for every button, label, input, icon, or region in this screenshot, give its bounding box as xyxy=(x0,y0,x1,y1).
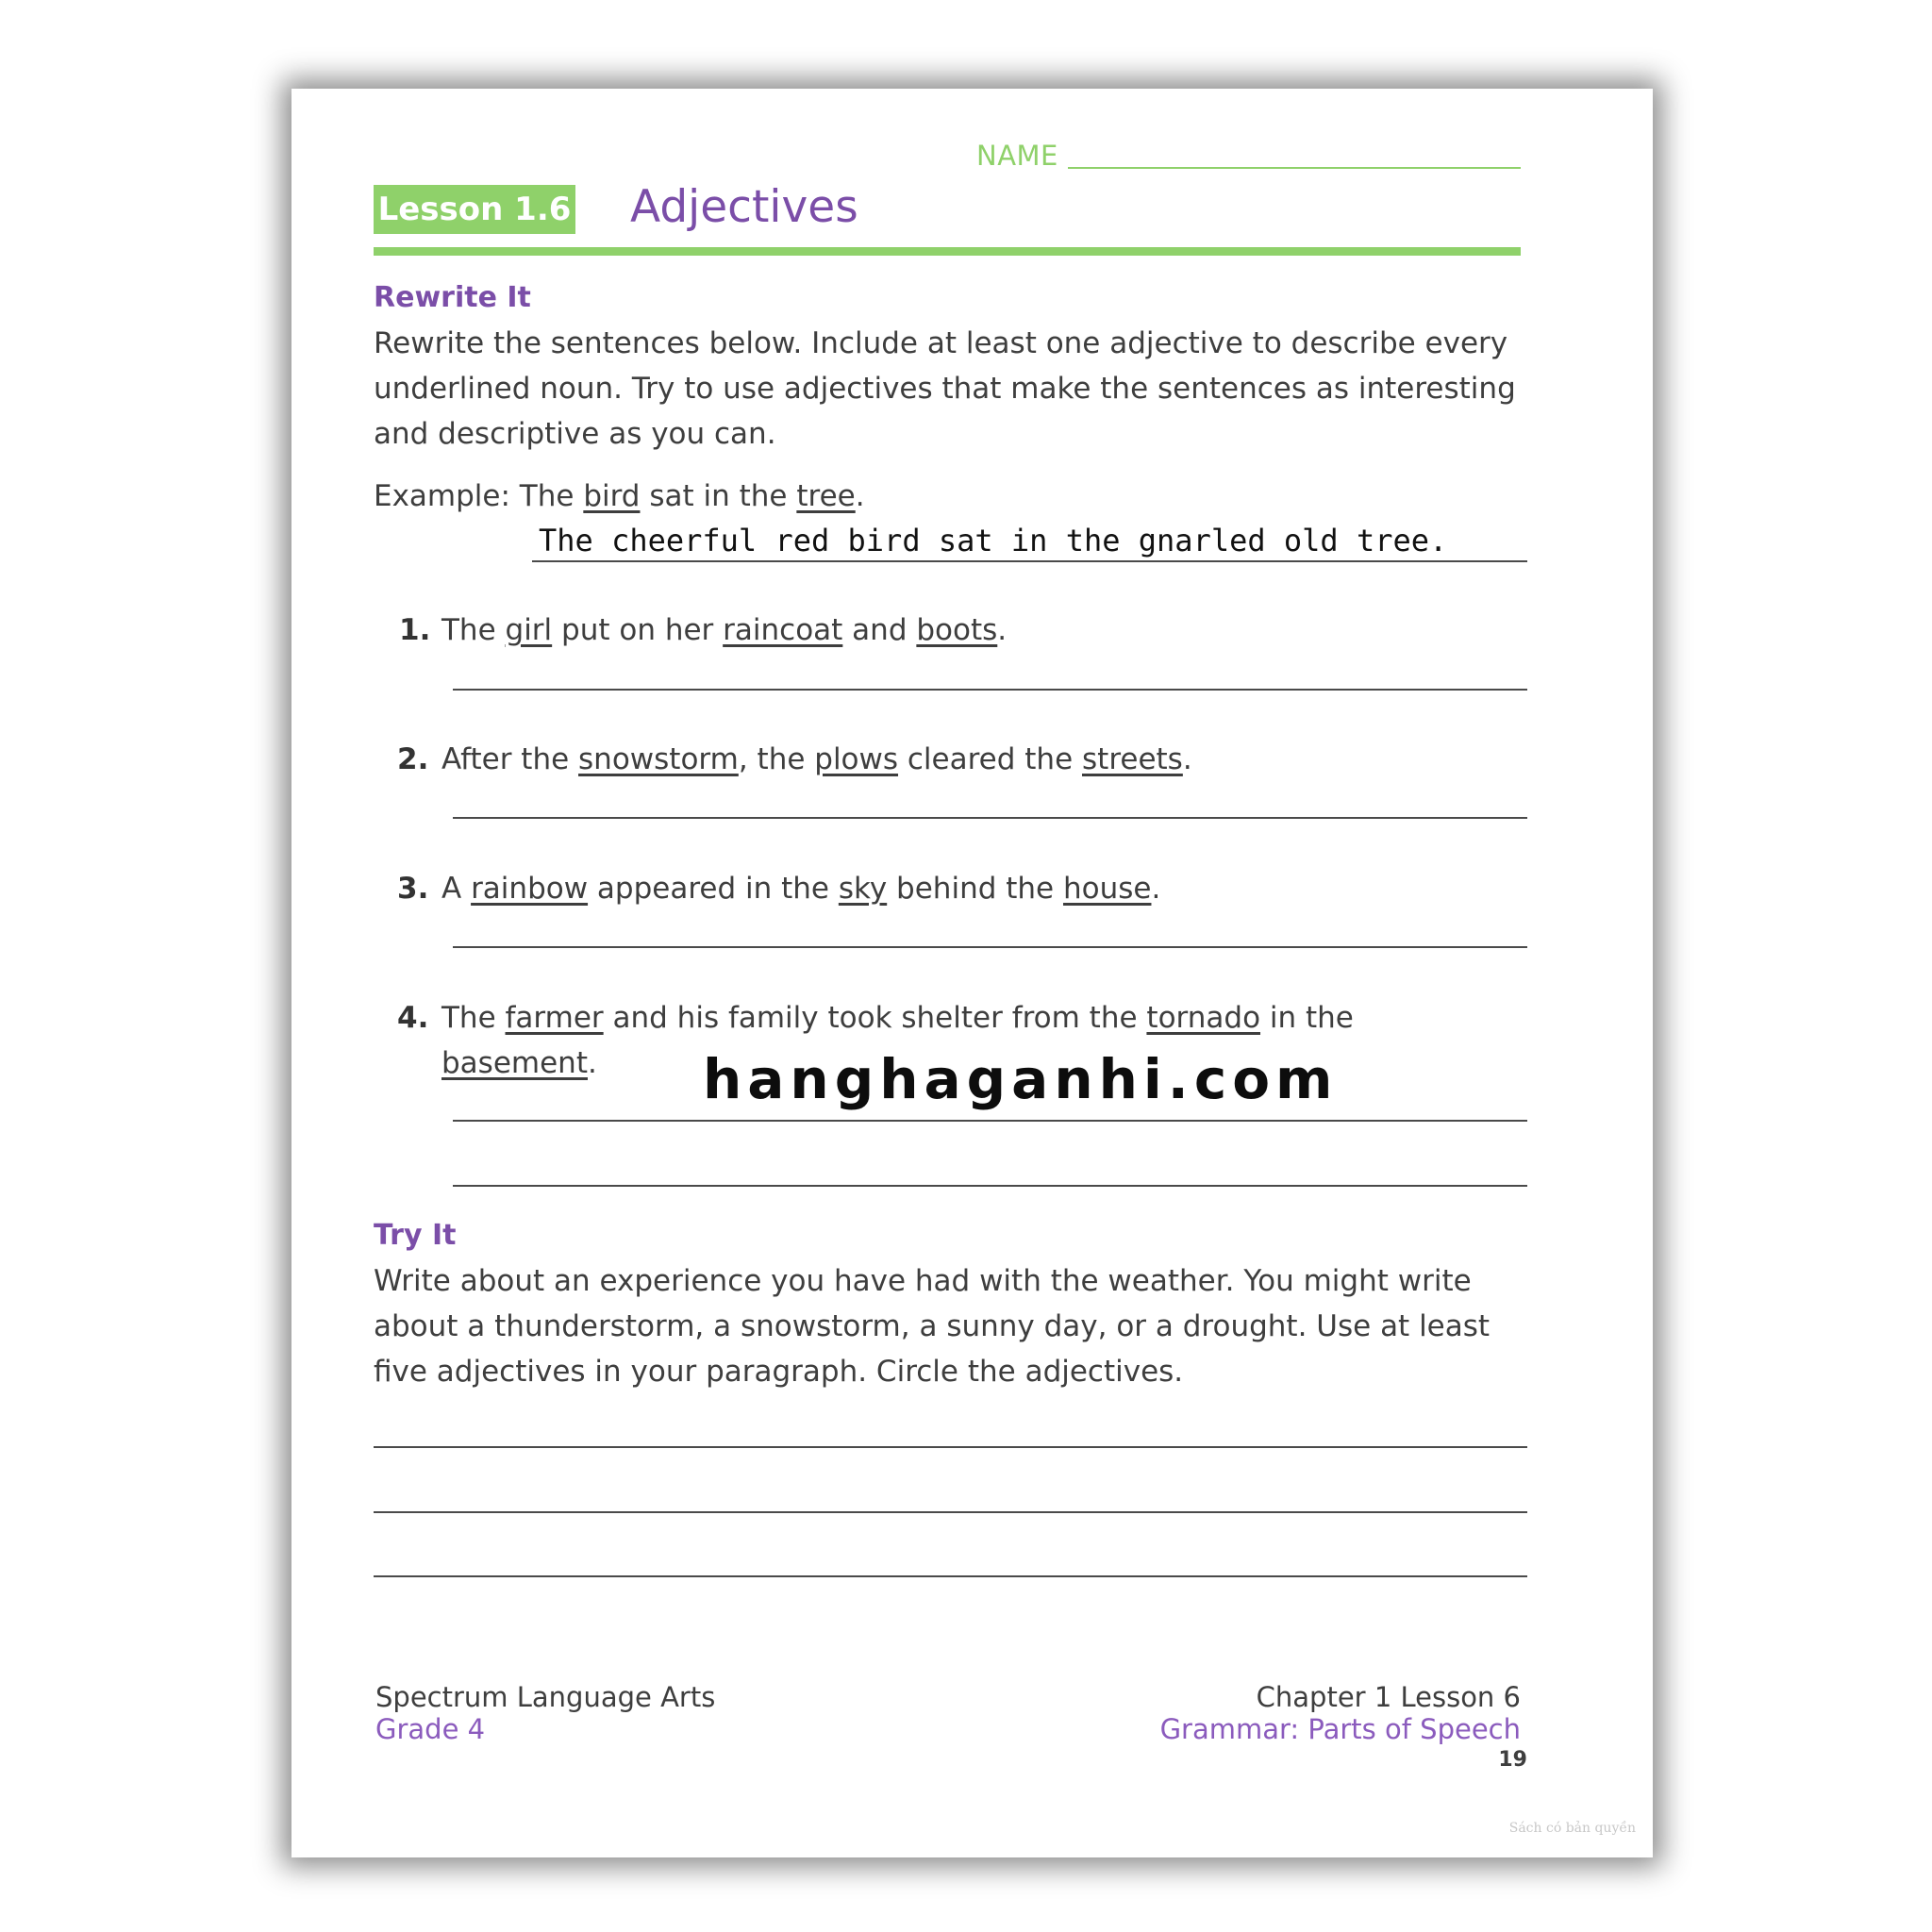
item-2-noun: plows xyxy=(814,742,899,776)
item-2-text: cleared the xyxy=(898,742,1083,776)
item-4-noun: farmer xyxy=(505,1001,604,1035)
item-3-text: A xyxy=(441,872,472,906)
watermark-text: hanghaganhi.com xyxy=(703,1047,1339,1111)
copyright-note: Sách có bản quyền xyxy=(1508,1821,1636,1836)
worksheet-page xyxy=(291,89,1653,1857)
example-sentence xyxy=(374,479,865,513)
item-1-text: and xyxy=(842,613,917,647)
footer-grade: Grade 4 xyxy=(375,1713,486,1745)
try-it-write-line-3[interactable] xyxy=(374,1575,1527,1577)
item-1-number: 1. xyxy=(399,613,431,647)
item-4-text: in the xyxy=(1260,1001,1354,1035)
item-4-number: 4. xyxy=(397,1001,429,1035)
item-3-sentence xyxy=(441,872,1160,906)
item-1-noun: raincoat xyxy=(723,613,843,647)
example-middle: sat in the xyxy=(640,479,797,513)
item-1-sentence xyxy=(441,613,1007,647)
item-3-noun: sky xyxy=(838,872,888,906)
item-4-answer-line-1[interactable] xyxy=(453,1120,1527,1122)
example-noun-bird: bird xyxy=(583,479,641,513)
item-4-text: The xyxy=(441,1001,506,1035)
item-1-text: put on her xyxy=(552,613,724,647)
page-title: Adjectives xyxy=(630,181,858,233)
footer-topic: Grammar: Parts of Speech xyxy=(1159,1713,1521,1745)
footer-chapter: Chapter 1 Lesson 6 xyxy=(1256,1681,1521,1713)
page-number: 19 xyxy=(1498,1748,1527,1772)
example-answer: The cheerful red bird sat in the gnarled old tree. xyxy=(539,523,1448,558)
item-2-number: 2. xyxy=(397,742,429,776)
item-4-noun: basement xyxy=(441,1046,588,1080)
item-3-text: . xyxy=(1151,872,1161,906)
item-2-text: After the xyxy=(441,742,579,776)
item-3-number: 3. xyxy=(397,872,429,906)
name-label: NAME xyxy=(976,140,1058,172)
lesson-badge: Lesson 1.6 xyxy=(374,185,575,234)
item-2-noun: snowstorm xyxy=(578,742,739,776)
item-4-sentence-cont xyxy=(441,1046,597,1080)
try-it-instructions: Write about an experience you have had with the weather. You might write about a thunderstorm, a snowstorm, a sunny day, or a drought. Use at least five adjectives in your paragraph. Circle the adjectives. xyxy=(374,1264,1491,1389)
example-end: . xyxy=(855,479,865,513)
rewrite-heading: Rewrite It xyxy=(374,281,531,314)
item-4-sentence xyxy=(441,1001,1354,1035)
item-3-text: behind the xyxy=(887,872,1063,906)
item-1-noun: girl xyxy=(505,613,553,647)
try-it-write-line-2[interactable] xyxy=(374,1511,1527,1513)
item-4-text: . xyxy=(587,1046,597,1080)
item-4-noun: tornado xyxy=(1146,1001,1261,1035)
item-2-answer-line[interactable] xyxy=(453,817,1527,819)
item-4-answer-line-2[interactable] xyxy=(453,1185,1527,1187)
example-prefix: Example: The xyxy=(374,479,584,513)
item-4-text: and his family took shelter from the xyxy=(603,1001,1147,1035)
item-2-text: . xyxy=(1182,742,1192,776)
item-1-noun: boots xyxy=(916,613,998,647)
item-2-sentence xyxy=(441,742,1192,776)
item-3-noun: rainbow xyxy=(471,872,589,906)
rewrite-instructions: Rewrite the sentences below. Include at least one adjective to describe every underlined noun. Try to use adjectives that make the sentences as interesting and descriptive as you can. xyxy=(374,326,1516,451)
try-it-write-line-1[interactable] xyxy=(374,1446,1527,1448)
item-3-noun: house xyxy=(1062,872,1152,906)
footer-book-title: Spectrum Language Arts xyxy=(375,1681,716,1713)
example-noun-tree: tree xyxy=(796,479,856,513)
title-divider xyxy=(374,247,1521,256)
item-3-answer-line[interactable] xyxy=(453,946,1527,948)
item-1-text: . xyxy=(997,613,1008,647)
item-1-answer-line[interactable] xyxy=(453,689,1527,691)
try-it-heading: Try It xyxy=(374,1219,457,1252)
item-1-text: The xyxy=(441,613,506,647)
item-3-text: appeared in the xyxy=(588,872,839,906)
item-2-noun: streets xyxy=(1082,742,1183,776)
item-2-text: , the xyxy=(738,742,815,776)
name-write-line xyxy=(1068,167,1521,169)
example-answer-line xyxy=(532,560,1527,562)
